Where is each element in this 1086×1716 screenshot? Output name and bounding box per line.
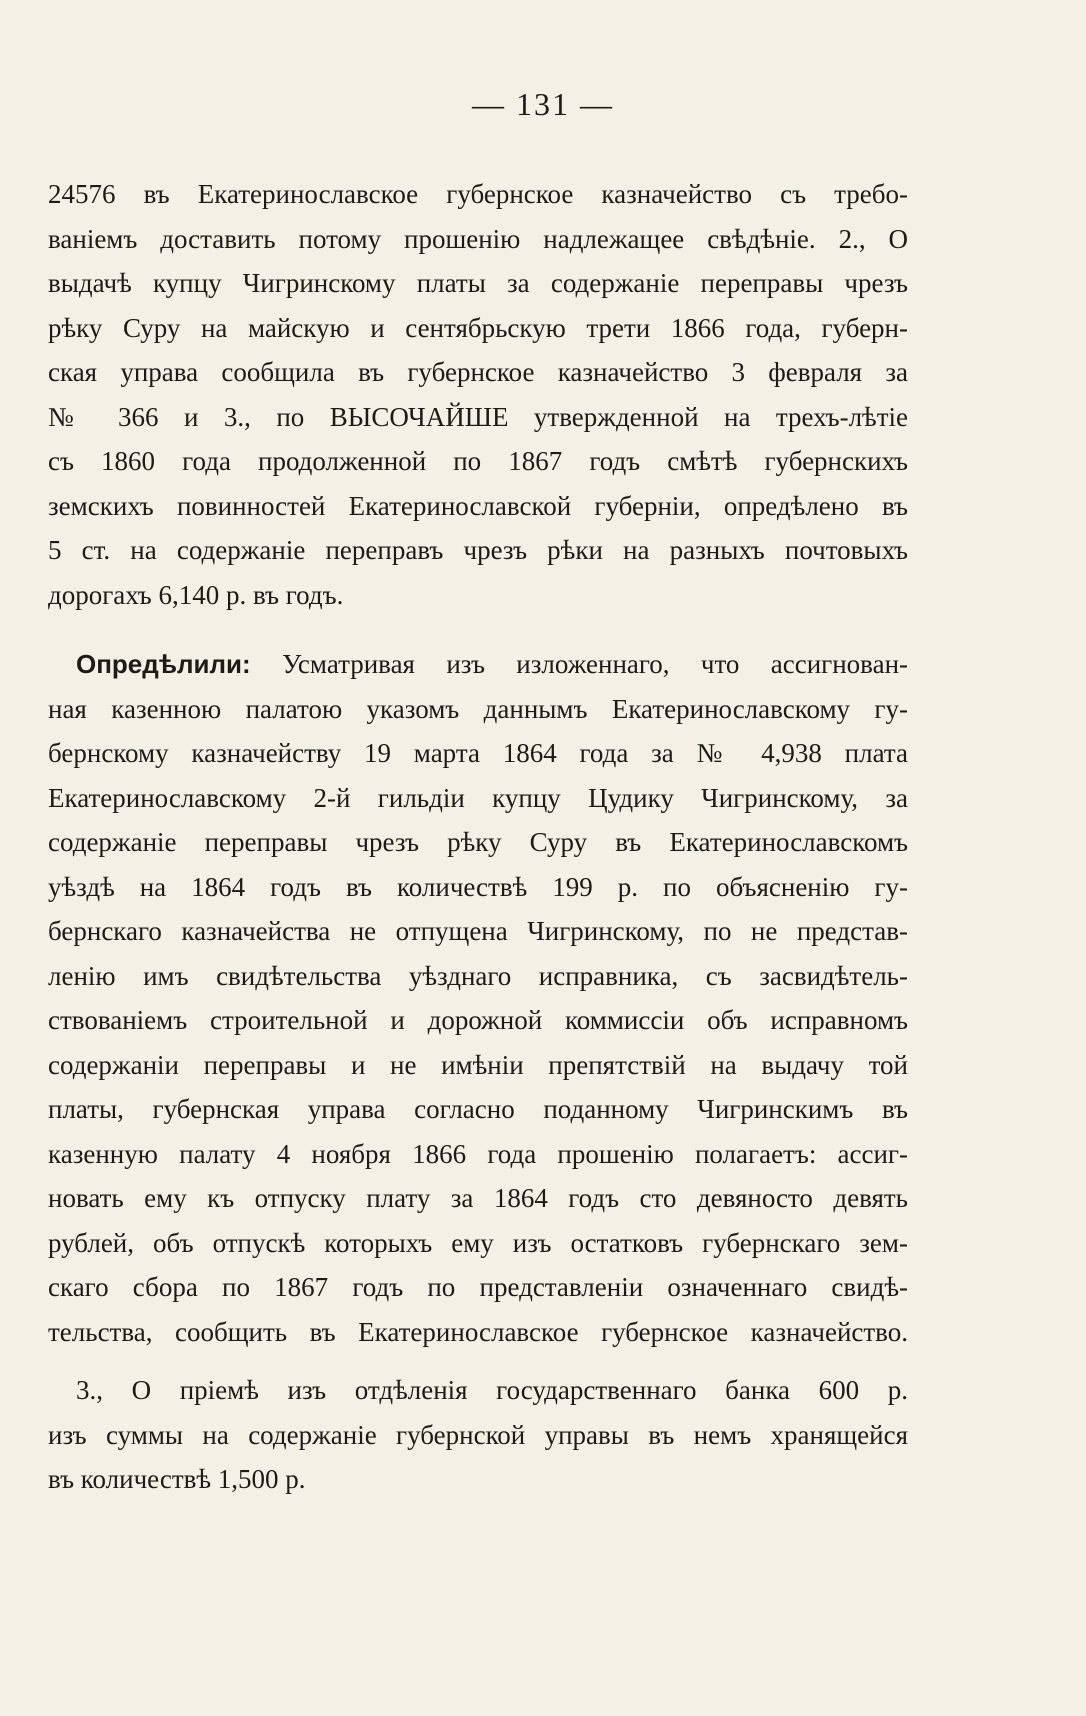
paragraph-1 — [48, 172, 908, 617]
text-line: новать ему къ отпуску плату за 1864 годъ сто девяносто девять — [48, 1183, 908, 1213]
text-line: уѣздѣ на 1864 годъ въ количествѣ 199 р. по объясненію гу- — [48, 871, 908, 902]
text-line-lead — [48, 642, 908, 687]
text-line: бернскому казначейству 19 марта 1864 года за № 4,938 плата — [48, 738, 908, 768]
text-line: ствованіемъ строительной и дорожной коммиссіи объ исправномъ — [48, 1005, 908, 1035]
text-line: ная казенною палатою указомъ даннымъ Екатеринославскому гу- — [48, 693, 908, 724]
text-line — [48, 1368, 908, 1413]
text-line: рублей, объ отпускѣ которыхъ ему изъ остатковъ губернскаго зем- — [48, 1227, 908, 1258]
text-line: рѣку Суру на майскую и сентябрьскую трети 1866 года, губерн- — [48, 312, 908, 343]
text-line: № 366 и 3., по ВЫСОЧАЙШЕ утвержденной на трехъ-лѣтіе — [48, 401, 908, 432]
paragraph-3 — [48, 1368, 908, 1502]
text-line: тельства, сообщить въ Екатеринославское губернское казначейство. — [48, 1316, 908, 1347]
text-line: платы, губернская управа согласно поданному Чигринскимъ въ — [48, 1094, 908, 1124]
text-line: съ 1860 года продолженной по 1867 годъ смѣтѣ губернскихъ — [48, 446, 908, 476]
paragraph-2 — [48, 642, 908, 1354]
resolution-heading: Опредѣлили: — [76, 649, 251, 679]
text-line-content: 3., О пріемѣ изъ отдѣленія государственнаго банка 600 р. — [76, 1375, 908, 1405]
text-line: выдачѣ купцу Чигринскому платы за содержаніе переправы чрезъ — [48, 268, 908, 298]
text-line: Екатеринославскому 2-й гильдіи купцу Цудику Чигринскому, за — [48, 782, 908, 813]
text-line: скаго сбора по 1867 годъ по представленіи означеннаго свидѣ- — [48, 1272, 908, 1302]
text-line: земскихъ повинностей Екатеринославской губерніи, опредѣлено въ — [48, 490, 908, 521]
text-line-rest: Усматривая изъ изложеннаго, что ассигнован- — [282, 649, 908, 679]
text-line: содержаніи переправы и не имѣніи препятствій на выдачу той — [48, 1049, 908, 1080]
text-line: ская управа сообщила въ губернское казначейство 3 февраля за — [48, 357, 908, 387]
text-line: содержаніе переправы чрезъ рѣку Суру въ Екатеринославскомъ — [48, 827, 908, 857]
text-line: дорогахъ 6,140 р. въ годъ. — [48, 579, 344, 610]
text-line: казенную палату 4 ноября 1866 года прошенію полагаетъ: ассиг- — [48, 1138, 908, 1169]
text-line: 5 ст. на содержаніе переправъ чрезъ рѣки на разныхъ почтовыхъ — [48, 535, 908, 565]
text-line: изъ суммы на содержаніе губернской управы въ немъ хранящейся — [48, 1419, 908, 1450]
text-line: 24576 въ Екатеринославское губернское казначейство съ требо- — [48, 179, 908, 209]
page-number: — 131 — — [472, 86, 614, 122]
text-line: въ количествѣ 1,500 р. — [48, 1464, 306, 1494]
text-line: ленію имъ свидѣтельства уѣзднаго исправника, съ засвидѣтель- — [48, 960, 908, 991]
text-line: ваніемъ доставить потому прошенію надлежащее свѣдѣніе. 2., О — [48, 223, 908, 254]
text-line: бернскаго казначейства не отпущена Чигринскому, по не представ- — [48, 916, 908, 946]
